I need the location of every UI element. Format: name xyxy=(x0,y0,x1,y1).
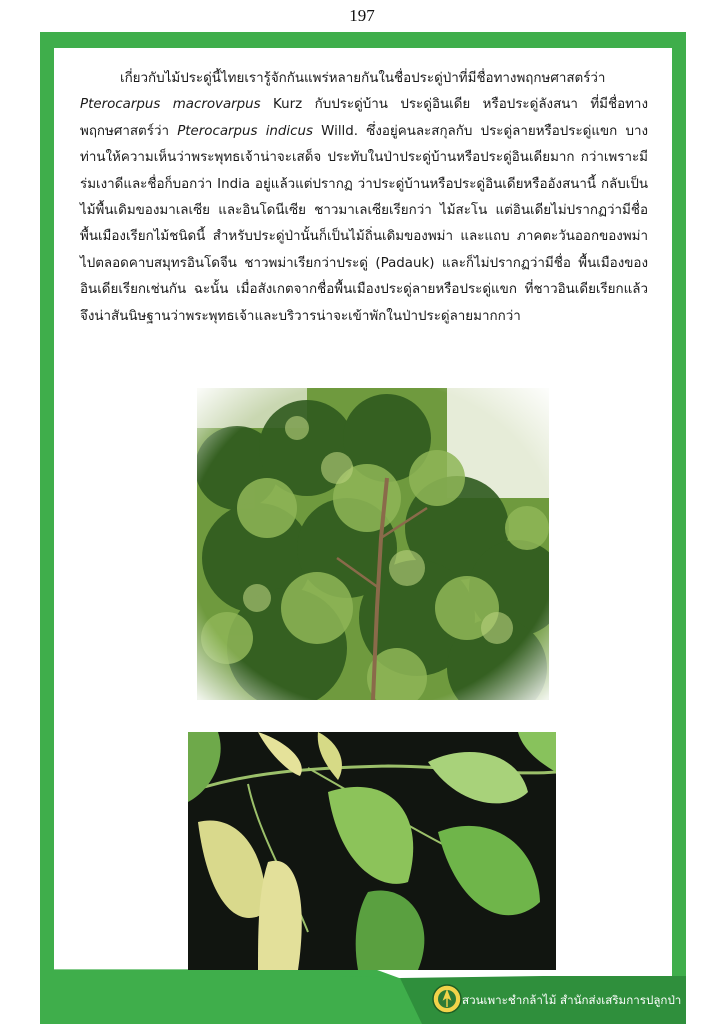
scientific-name: Pterocarpus macrovarpus xyxy=(80,97,261,113)
text-run: Willd. ซึ่งอยู่คนละสกุลกับ ประดู่ลายหรือประดู่แขก บางท่านให้ความเห็นว่าพระพุทธเจ้าน่าจะเสด็จ ประทับในป่าประดู่บ้านหรือประดู่อินเดียมาก กว่าเพราะมีร่มเงาดีและชื่อก็บอกว่า India อยู่แล้วแต่ปรากฏ ว่าประดู่บ้านหรือประดู่อินเดียหรืออังสนานี้ กลับเป็นไม้พื้นเดิมของมาเลเซีย และอินโดนีเซีย ชาวมาเลเซียเรียกว่า ไม้สะโน แต่อินเดียไม่ปรากฏว่ามีชื่อพื้นเมืองเรียกไม้ชนิดนี้ สำหรับประดู่ป่านั้นก็เป็นไม้ถิ่นเดิมของพม่า และแถบ ภาคตะวันออกของพม่าไปตลอดคาบสมุทรอินโดจีน ชาวพม่าเรียกว่าประดู่ (Padauk) และก็ไม่ปรากฏว่ามีชื่อ พื้นเมืองของอินเดียเรียกเช่นกัน ฉะนั้น เมื่อสังเกตจากชื่อพื้นเมืองประดู่ลายหรือประดู่แขก ที่ชาวอินเดียเรียกแล้ว จึงน่าสันนิษฐานว่าพระพุทธเจ้าและบริวารน่าจะเข้าพักในป่าประดู่ลายมากกว่า xyxy=(80,123,649,324)
footer-organization: สวนเพาะชำกล้าไม้ สำนักส่งเสริมการปลูกป่า xyxy=(462,993,682,1007)
article-text xyxy=(80,66,648,330)
leaves-photo xyxy=(188,732,556,970)
article-paragraph xyxy=(80,66,648,330)
tree-photo xyxy=(197,388,549,700)
text-run: เกี่ยวกับไม้ประดู่นี้ไทยเรารู้จักกันแพร่หลายกันในชื่อประดู่ป่าที่มีชื่อทางพฤกษศาสตร์ว่า xyxy=(120,71,606,86)
royal-forest-department-emblem-icon xyxy=(432,984,462,1014)
page-number: 197 xyxy=(349,6,375,25)
text-run: Kurz กับประดู่บ้าน ประดู่อินเดีย หรือประดู่ลังสนา ที่มีชื่อทางพฤกษศาสตร์ว่า xyxy=(80,97,648,139)
scientific-name: Pterocarpus indicus xyxy=(177,123,313,139)
